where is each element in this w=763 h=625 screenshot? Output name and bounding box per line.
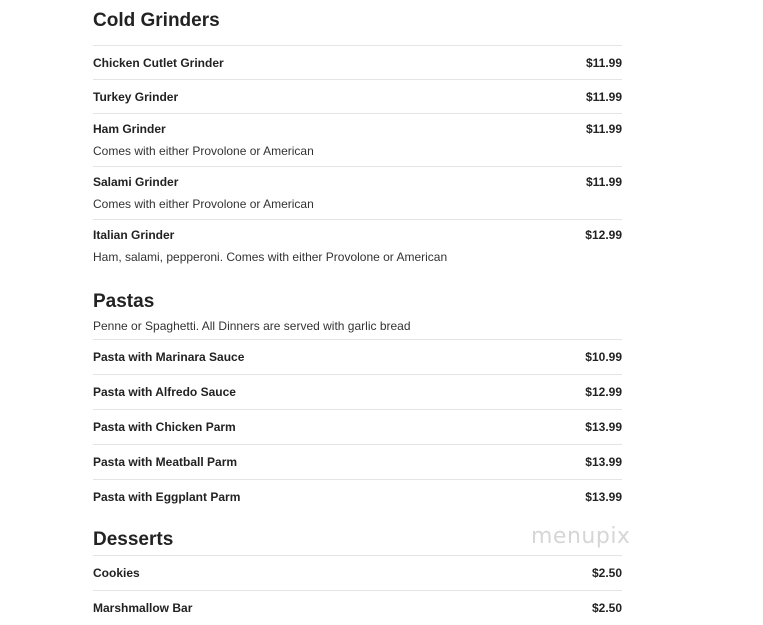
menu-item [93, 79, 622, 113]
menu-item [93, 45, 622, 79]
item-name: Pasta with Marinara Sauce [93, 350, 245, 364]
item-name: Pasta with Meatball Parm [93, 455, 238, 469]
item-price: $10.99 [585, 350, 622, 364]
menu-item [93, 479, 622, 514]
item-name: Pasta with Alfredo Sauce [93, 385, 236, 399]
item-description: Ham, salami, pepperoni. Comes with either Provolone or American [93, 250, 448, 264]
item-name: Italian Grinder [93, 228, 175, 242]
item-name: Pasta with Chicken Parm [93, 420, 236, 434]
item-price: $12.99 [585, 228, 622, 242]
menu-item [93, 339, 622, 374]
item-price: $11.99 [585, 89, 622, 104]
menu-item [93, 409, 622, 444]
item-price: $11.99 [585, 122, 622, 136]
item-description: Comes with either Provolone or American [93, 144, 314, 158]
menu-item [93, 555, 622, 590]
item-price: $11.99 [585, 175, 622, 189]
item-name: Pasta with Eggplant Parm [93, 490, 241, 504]
section-title: Cold Grinders [93, 10, 220, 31]
watermark-logo: menupix [531, 524, 631, 549]
menu-item [93, 444, 622, 479]
item-price: $13.99 [585, 455, 622, 469]
item-price: $12.99 [585, 385, 622, 399]
section-title: Desserts [93, 529, 174, 550]
item-name: Salami Grinder [93, 175, 179, 189]
item-price: $13.99 [585, 490, 622, 504]
item-price: $2.50 [591, 566, 622, 580]
section-cold-grinders [93, 0, 622, 272]
item-name: Turkey Grinder [93, 89, 179, 104]
item-name: Cookies [93, 566, 140, 580]
section-note: Penne or Spaghetti. All Dinners are served with garlic bread [93, 319, 411, 333]
item-name: Ham Grinder [93, 122, 166, 136]
section-title: Pastas [93, 291, 155, 312]
menu-item [93, 113, 622, 166]
item-name: Chicken Cutlet Grinder [93, 55, 224, 70]
item-price: $13.99 [585, 420, 622, 434]
menu-item [93, 219, 622, 272]
menu-item [93, 374, 622, 409]
item-description: Comes with either Provolone or American [93, 197, 314, 211]
item-price: $2.50 [591, 601, 622, 615]
section-pastas [93, 272, 622, 514]
menu-item [93, 166, 622, 219]
item-name: Marshmallow Bar [93, 601, 193, 615]
item-price: $11.99 [585, 55, 622, 70]
